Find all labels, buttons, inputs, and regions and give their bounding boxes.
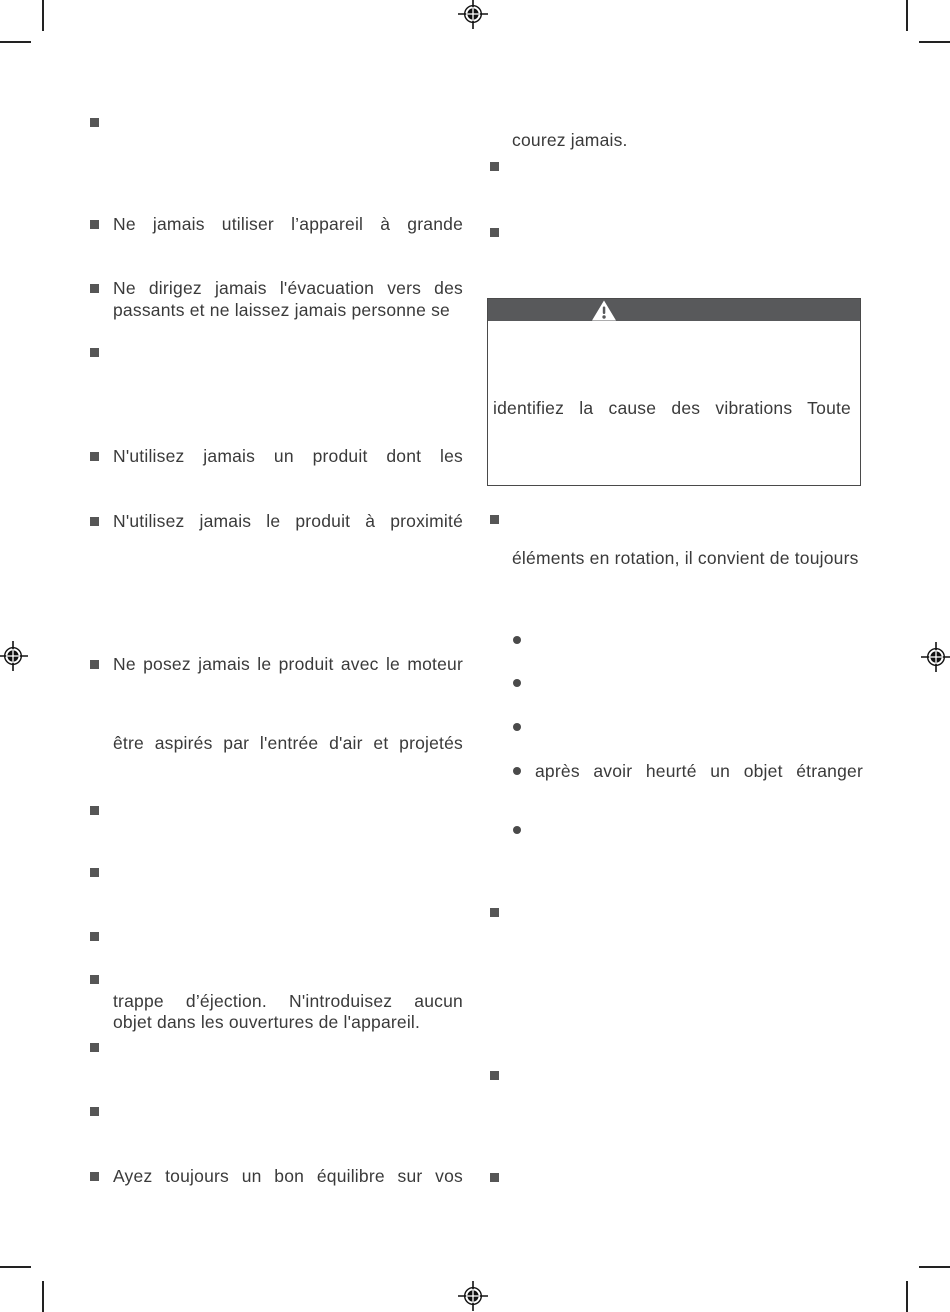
square-bullet-icon (90, 932, 99, 941)
registration-mark-icon (0, 641, 28, 671)
round-bullet-icon (513, 636, 521, 644)
square-bullet-icon (90, 1172, 99, 1181)
square-bullet-icon (490, 228, 499, 237)
square-bullet-icon (90, 284, 99, 293)
round-bullet-icon (513, 723, 521, 731)
paragraph-continuation: courez jamais. (512, 130, 628, 150)
crop-mark-top-right-horizontal (919, 41, 950, 43)
registration-mark-icon (458, 0, 488, 29)
list-item-text: passants et ne laissez jamais personne se (113, 299, 450, 320)
crop-mark-top-left-vertical (42, 0, 44, 31)
square-bullet-icon (90, 806, 99, 815)
list-item (90, 654, 463, 676)
list-item (90, 1166, 463, 1188)
paragraph-continuation: éléments en rotation, il convient de toujours (512, 548, 859, 568)
square-bullet-icon (90, 452, 99, 461)
crop-mark-top-left-horizontal (0, 41, 31, 43)
square-bullet-icon (90, 348, 99, 357)
warning-box-text: identifiez la cause des vibrations Toute (493, 398, 851, 418)
crop-mark-bottom-right-horizontal (919, 1266, 950, 1268)
list-item-text: Ne dirigez jamais l'évacuation vers des (113, 278, 463, 298)
square-bullet-icon (90, 517, 99, 526)
list-item-text: Ayez toujours un bon équilibre sur vos (113, 1166, 463, 1186)
list-item (90, 278, 463, 321)
square-bullet-icon (90, 868, 99, 877)
square-bullet-icon (90, 975, 99, 984)
sub-list-item-text: après avoir heurté un objet étranger (535, 761, 863, 781)
square-bullet-icon (90, 1107, 99, 1116)
square-bullet-icon (490, 515, 499, 524)
warning-box (487, 298, 861, 486)
list-item-text: N'utilisez jamais un produit dont les (113, 446, 463, 466)
square-bullet-icon (490, 162, 499, 171)
list-item (90, 446, 463, 468)
square-bullet-icon (90, 1043, 99, 1052)
square-bullet-icon (90, 660, 99, 669)
square-bullet-icon (490, 908, 499, 917)
crop-mark-bottom-right-vertical (906, 1281, 908, 1312)
list-item (90, 214, 463, 236)
list-item-text: N'utilisez jamais le produit à proximité (113, 511, 463, 531)
crop-mark-bottom-left-horizontal (0, 1266, 31, 1268)
warning-box-header (488, 299, 860, 321)
registration-mark-icon (921, 642, 950, 672)
square-bullet-icon (490, 1173, 499, 1182)
paragraph-continuation: objet dans les ouvertures de l'appareil. (113, 1012, 421, 1032)
sub-list-item (513, 761, 863, 783)
list-item (90, 511, 463, 533)
square-bullet-icon (90, 118, 99, 127)
list-item-text: Ne posez jamais le produit avec le moteur (113, 654, 463, 674)
round-bullet-icon (513, 767, 521, 775)
paragraph-continuation: être aspirés par l'entrée d'air et projetés (113, 733, 463, 753)
crop-mark-bottom-left-vertical (42, 1281, 44, 1312)
warning-triangle-icon (591, 300, 617, 321)
paragraph-continuation: trappe d’éjection. N'introduisez aucun (113, 991, 463, 1011)
crop-mark-top-right-vertical (906, 0, 908, 31)
square-bullet-icon (490, 1071, 499, 1080)
round-bullet-icon (513, 826, 521, 834)
round-bullet-icon (513, 679, 521, 687)
registration-mark-icon (458, 1281, 488, 1311)
square-bullet-icon (90, 220, 99, 229)
list-item-text: Ne jamais utiliser l’appareil à grande (113, 214, 463, 234)
